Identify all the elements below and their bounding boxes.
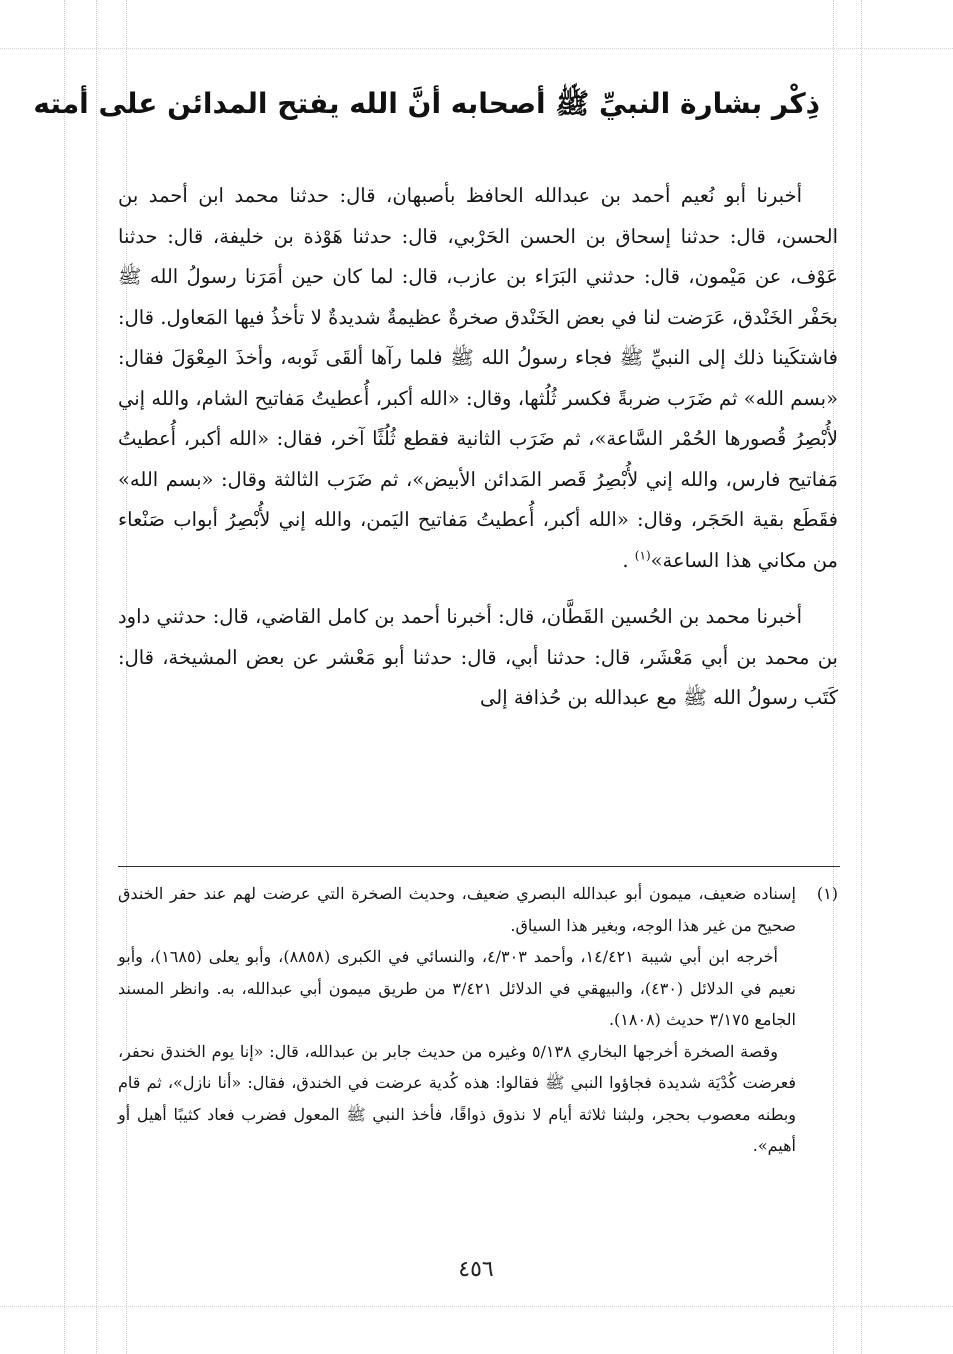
footnote-separator (118, 866, 840, 867)
scan-guide-line (0, 48, 953, 49)
footnote-1-sources: أخرجه ابن أبي شيبة ١٤/٤٢١، وأحمد ٤/٣٠٣، والنسائي في الكبرى (٨٨٥٨)، وأبو يعلى (١٦٨٥)، وأبو نعيم في الدلائل (٤٣٠)، والبيهقي في الدلائل ٣/٤٢١ من طريق ميمون أبي عبدالله، به. وانظر المسند الجامع ٣/١٧٥ حديث (١٨٠٨). (118, 947, 796, 1029)
chapter-title: ذِكْر بشارة النبيِّ ﷺ أصحابه أنَّ الله يفتح المدائن على أمته (33, 87, 820, 120)
main-text (118, 176, 838, 719)
page-number: ٤٥٦ (458, 1257, 494, 1282)
paragraph-1-end: . (622, 548, 629, 572)
scan-guide-line (0, 1306, 953, 1307)
scan-guide-line (96, 0, 97, 1354)
footnote-number: (١) (816, 884, 838, 903)
footnote-1-text: إسناده ضعيف، ميمون أبو عبدالله البصري ضعيف، وحديث الصخرة التي عرضت لهم عند حفر الخندق صحيح من غير هذا الوجه، وبغير هذا السياق. (118, 884, 796, 935)
scan-guide-line (64, 0, 65, 1354)
main-paragraph-2: أخبرنا محمد بن الحُسين القَطَّان، قال: أخبرنا أحمد بن كامل القاضي، قال: حدثني داود بن محمد بن أبي مَعْشَر، قال: حدثنا أبي، قال: حدثنا أبو مَعْشر عن بعض المشيخة، قال: كَتَب رسولُ الله ﷺ مع عبدالله بن حُذافة إلى (118, 605, 838, 709)
paragraph-1-text: أخبرنا أبو نُعيم أحمد بن عبدالله الحافظ بأصبهان، قال: حدثنا محمد ابن أحمد بن الحسن، قال: حدثنا إسحاق بن الحسن الحَرْبي، قال: حدثنا هَوْذة بن خليفة، قال: حدثنا عَوْف، عن مَيْمون، قال: حدثني البَرَاء بن عازب، قال: لما كان حين أمَرَنا رسولُ الله ﷺ بحَفْر الخَنْدق، عَرَضت لنا في بعض الخَنْدق صخرةٌ عظيمةٌ شديدةٌ لا تأخذُ فيها المَعاول. قال: فاشتكَينا ذلك إلى النبيِّ ﷺ فجاء رسولُ الله ﷺ فلما رآها ألقَى ثَوبه، وأخذَ المِعْوَلَ فقال: «بسم الله» ثم ضَرَب ضربةً فكسر ثُلُثها، وقال: «الله أكبر، أُعطيتُ مَفاتيح الشام، والله إني لأُبْصِرُ قُصورها الحُمْر السَّاعة»، ثم ضَرَب الثانية فقطع ثُلُثًا آخر، فقال: «الله أكبر، أُعطيتُ مَفاتيح فارس، والله إني لأُبْصِرُ قَصر المَدائن الأبيض»، ثم ضَرَب الثالثة وقال: «بسم الله» فقَطَع بقية الحَجَر، وقال: «الله أكبر، أُعطيتُ مَفاتيح اليَمن، والله إني لأُبْصِرُ أبواب صَنْعاء من مكاني هذا الساعة» (118, 184, 838, 572)
footnote-reference: (١) (634, 548, 651, 562)
main-paragraph-1 (118, 176, 838, 581)
footnote-1-story: وقصة الصخرة أخرجها البخاري ٥/١٣٨ وغيره من حديث جابر بن عبدالله، قال: «إنا يوم الخندق نحفر، فعرضت كُدْيَة شديدة فجاؤوا النبي ﷺ فقالوا: هذه كُدية عرضت في الخندق، فقال: «أنا نازل»، ثم قام وبطنه معصوب بحجر، ولبثنا ثلاثة أيام لا نذوق ذواقًا، فأخذ النبي ﷺ المعول فضرب فعاد كثيبًا أهيل أو أهيم». (118, 1041, 796, 1155)
footnote-1 (118, 878, 838, 941)
footnotes (118, 878, 838, 1162)
scan-guide-line (861, 0, 862, 1354)
